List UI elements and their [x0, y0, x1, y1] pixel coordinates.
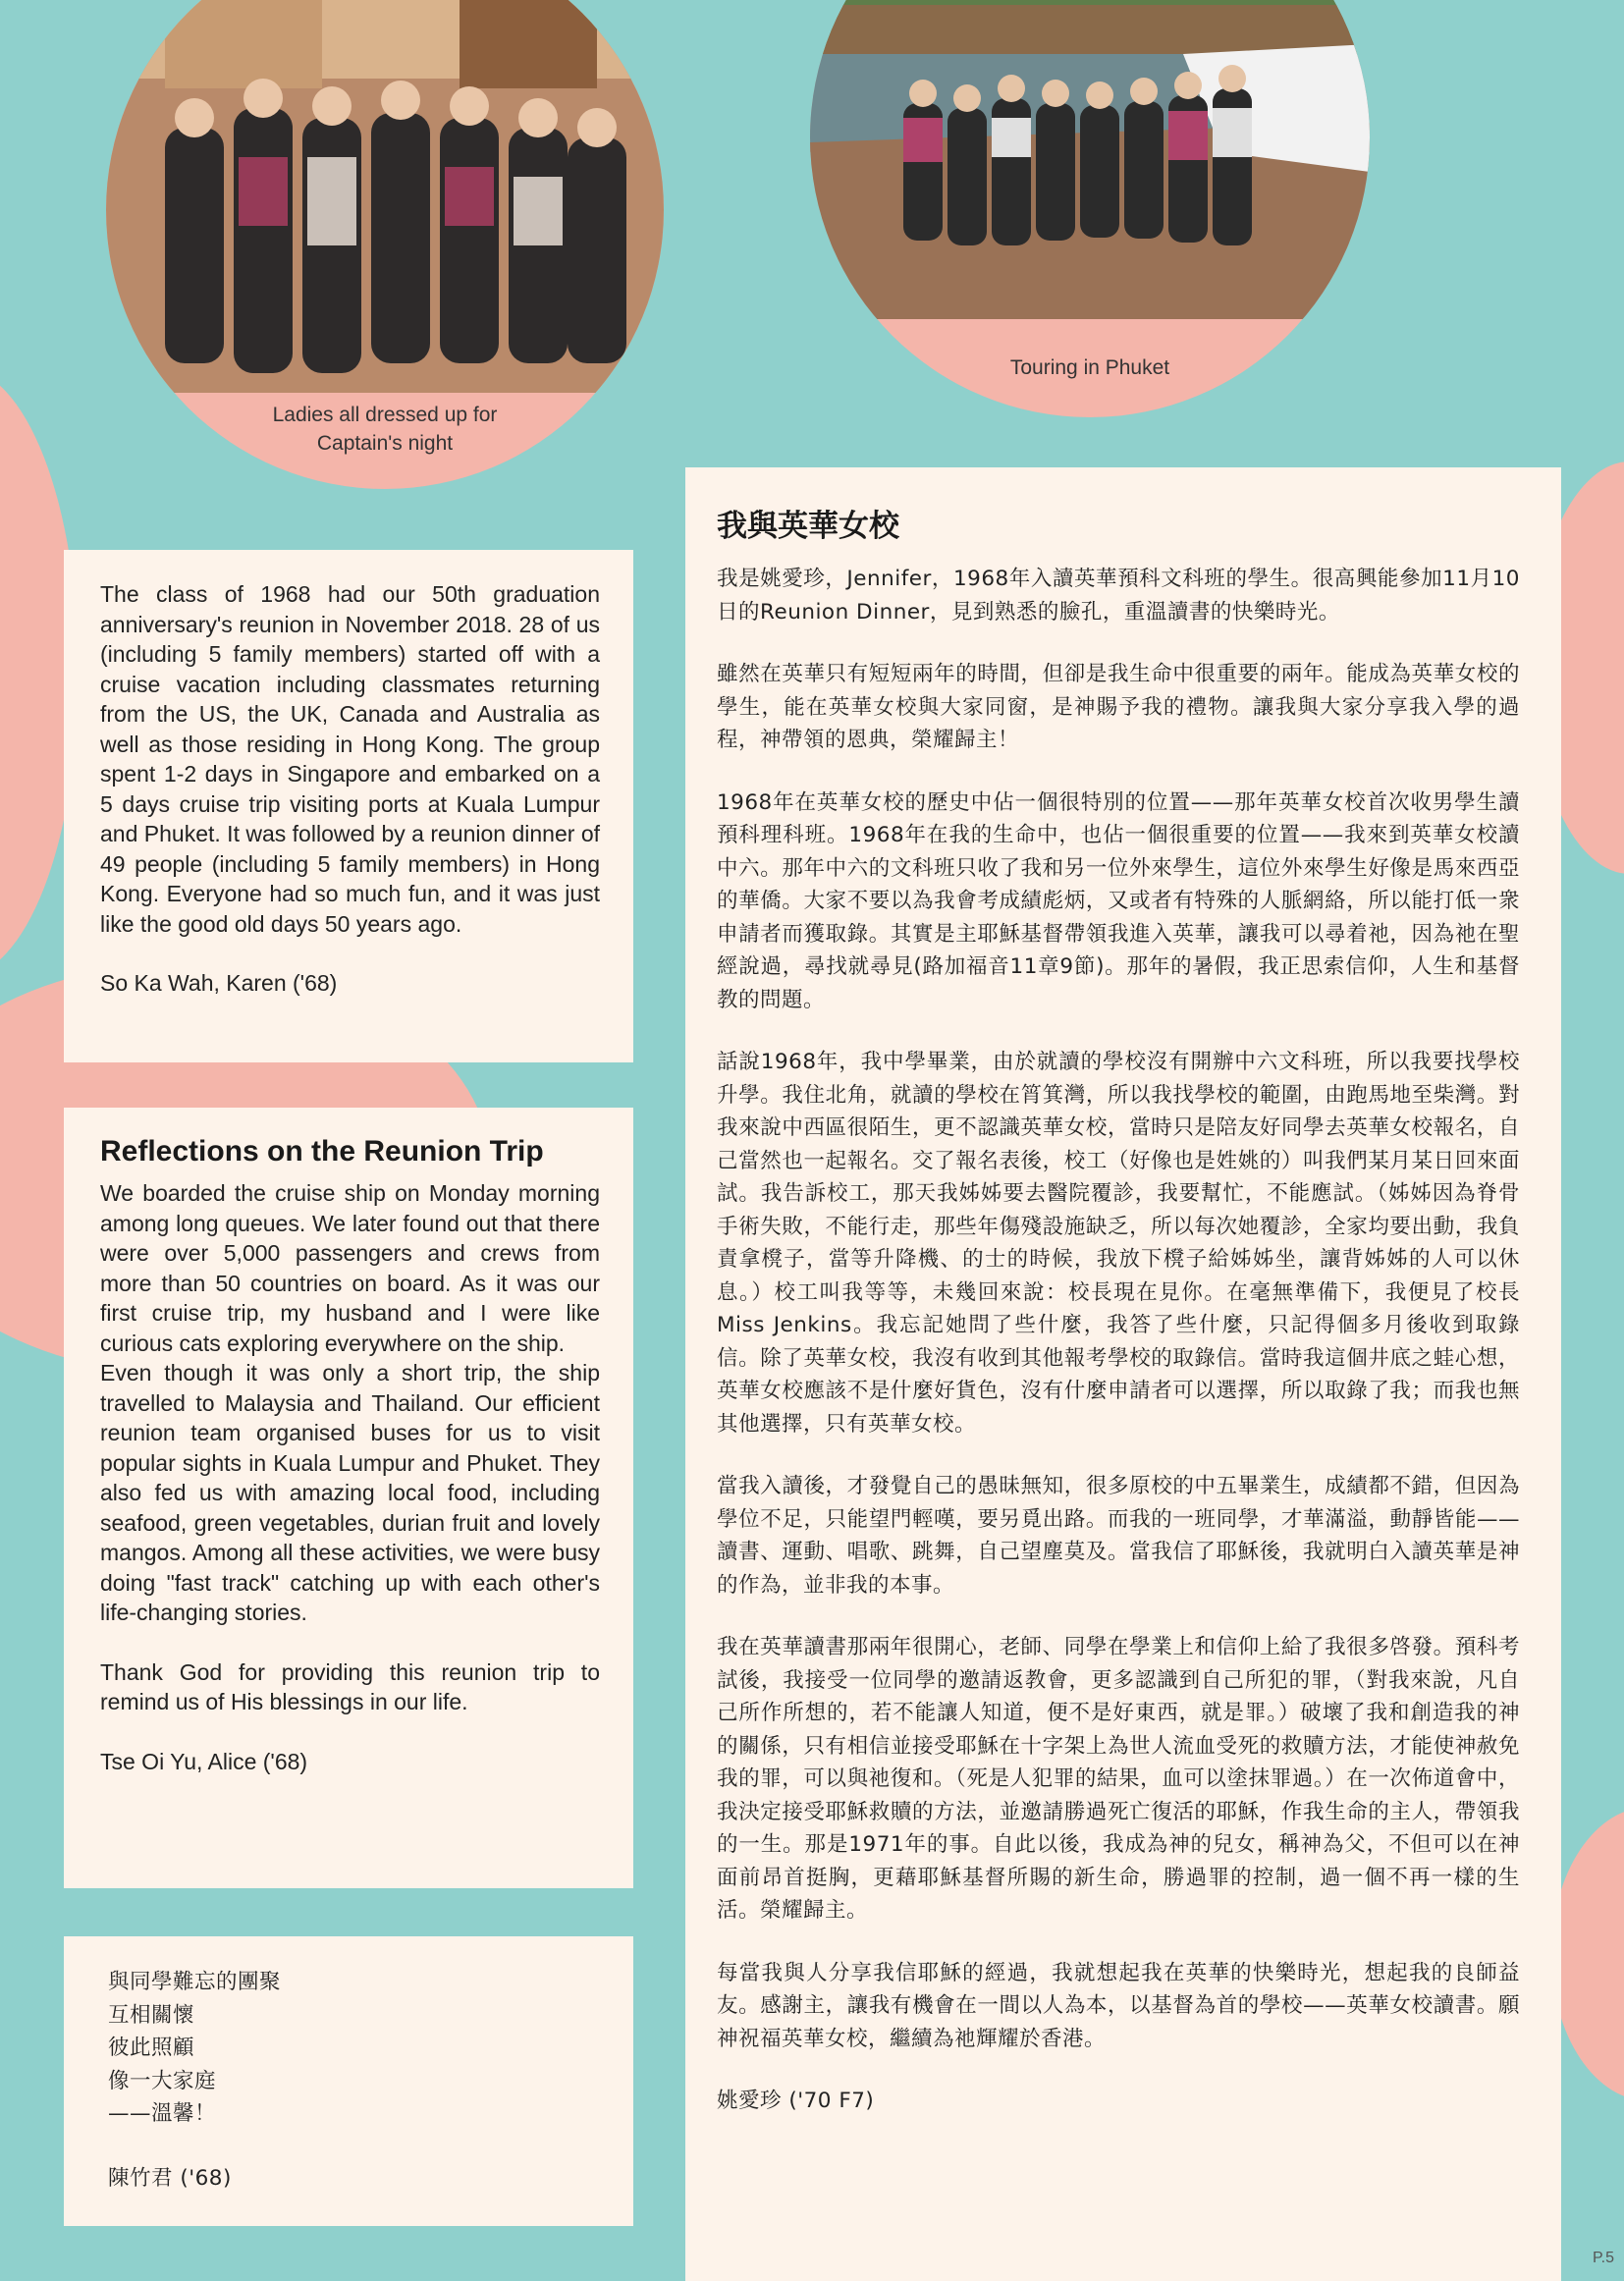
article3-paragraph: 當我入讀後，才發覺自己的愚昧無知，很多原校的中五畢業生，成績都不錯，但因為學位不足，只能望門輕嘆，要另覓出路。而我的一班同學，才華滿溢，動靜皆能——讀書、運動、唱歌、跳舞，自己望塵莫及。當我信了耶穌後，我就明白入讀英華是神的作為，並非我的本事。 — [717, 1474, 1520, 1598]
article1-author: So Ka Wah, Karen ('68) — [100, 970, 338, 996]
poem-line: 與同學難忘的團聚 — [108, 1970, 282, 1994]
article-card-reflections — [64, 1108, 633, 1888]
poem-line: 互相關懷 — [108, 2002, 195, 2028]
caption-line-2: Captain's night — [316, 432, 454, 455]
poem-card — [64, 1936, 633, 2226]
decor-blob-right-bottom — [1551, 1807, 1624, 2101]
poem-line: 彼此照顧 — [108, 2036, 195, 2060]
poem-author: 陳竹君 ('68) — [108, 2165, 232, 2191]
article2-title: Reflections on the Reunion Trip — [100, 1135, 544, 1168]
photo-phuket — [810, 0, 1370, 417]
article3-title: 我與英華女校 — [717, 509, 899, 544]
article1-paragraph: The class of 1968 had our 50th graduation anniversary's reunion in November 2018. 28 of us (including 5 family members) started off with a cruise vacation including classmates returning from the US, the UK, Canada and Australia as well as those residing in Hong Kong. The group spent 1-2 days in Singapore and embarked on a 5 days cruise trip visiting ports at Kuala Lumpur and Phuket. It was followed by a reunion dinner of 49 people (including 5 family members) in Hong Kong. Everyone had so much fun, and it was just like the good old days 50 years ago. — [100, 581, 600, 937]
photo-caption-2: Touring in Phuket — [1009, 356, 1170, 379]
article3-paragraph: 雖然在英華只有短短兩年的時間，但卻是我生命中很重要的兩年。能成為英華女校的學生，能在英華女校與大家同窗，是神賜予我的禮物。讓我與大家分享我入學的過程，神帶領的恩典，榮耀歸主！ — [717, 662, 1520, 752]
poem-line: ——溫馨！ — [108, 2101, 217, 2126]
article-card-chinese — [685, 467, 1561, 2281]
article3-paragraph: 我是姚愛珍，Jennifer，1968年入讀英華預科文科班的學生。很高興能參加11月10日的Reunion Dinner，見到熟悉的臉孔，重溫讀書的快樂時光。 — [717, 567, 1520, 625]
caption-line-1: Ladies all dressed up for — [272, 404, 498, 426]
article3-paragraph: 1968年在英華女校的歷史中佔一個很特別的位置——那年英華女校首次收男學生讀預科理科班。1968年在我的生命中，也佔一個很重要的位置——我來到英華女校讀中六。那年中六的文科班只收了我和另一位外來學生，這位外來學生好像是馬來西亞的華僑。大家不要以為我會考成績彪炳，又或者有特殊的人脈網絡，所以能打低一衆申請者而獲取錄。其實是主耶穌基督帶領我進入英華，讓我可以尋着祂，因為祂在聖經說過，尋找就尋見(路加福音11章9節)。那年的暑假，我正思索信仰，人生和基督教的問題。 — [717, 789, 1520, 1012]
photo-captains-night — [106, 0, 664, 489]
article3-author: 姚愛珍 ('70 F7) — [717, 2089, 875, 2113]
article2-paragraph: Thank God for providing this reunion trip to remind us of His blessings in our life. — [100, 1658, 600, 1714]
article3-paragraph: 我在英華讀書那兩年很開心，老師、同學在學業上和信仰上給了我很多啓發。預科考試後，我接受一位同學的邀請返教會，更多認識到自己所犯的罪，（對我來說，凡自己所作所想的，若不能讓人知道，便不是好東西，就是罪。）破壞了我和創造我的神的關係，只有相信並接受耶穌在十字架上為世人流血受死的救贖方法，才能使神赦免我的罪，可以與祂復和。（死是人犯罪的結果，血可以塗抹罪過。）在一次佈道會中，我決定接受耶穌救贖的方法，並邀請勝過死亡復活的耶穌，作我生命的主人，帶領我的一生。那是1971年的事。自此以後，我成為神的兒女，稱神為父，不但可以在神面前昂首挺胸，更藉耶穌基督所賜的新生命，勝過罪的控制，過一個不再一樣的生活。榮耀歸主。 — [717, 1635, 1520, 1923]
article2-author: Tse Oi Yu, Alice ('68) — [100, 1748, 308, 1774]
photo-caption-1 — [106, 401, 664, 458]
page-number: P.5 — [1593, 2250, 1614, 2266]
article2-paragraph: Even though it was only a short trip, the ship travelled to Malaysia and Thailand. Our efficient reunion team organised buses for us to visit popular sights in Kuala Lumpur and Phuket. They also fed us with amazing local food, including seafood, green vegetables, durian fruit and lovely mangos. Among all these activities, we were busy doing "fast track" catching up with each other's life-changing stories. — [100, 1360, 600, 1625]
poem-line: 像一大家庭 — [108, 2068, 217, 2093]
article3-paragraph: 話說1968年，我中學畢業，由於就讀的學校沒有開辦中六文科班，所以我要找學校升學。我住北角，就讀的學校在筲箕灣，所以我找學校的範圍，由跑馬地至柴灣。對我來說中西區很陌生，更不認識英華女校，當時只是陪友好同學去英華女校報名，自己當然也一起報名。交了報名表後，校工（好像也是姓姚的）叫我們某月某日回來面試。我告訴校工，那天我姊姊要去醫院覆診，我要幫忙，不能應試。（姊姊因為脊骨手術失敗，不能行走，那些年傷殘設施缺乏，所以每次她覆診，全家均要出動，我負責拿櫈子，當等升降機、的士的時候，我放下櫈子給姊姊坐，讓背姊姊的人可以休息。）校工叫我等等，未幾回來說：校長現在見你。在毫無準備下，我便見了校長 Miss Jenkins。我忘記她問了些什麼，我答了些什麼，只記得個多月後收到取錄信。除了英華女校，我沒有收到其他報考學校的取錄信。當時我這個井底之蛙心想，英華女校應該不是什麼好貨色，沒有什麼申請者可以選擇，所以取錄了我；而我也無其他選擇，只有英華女校。 — [717, 1050, 1520, 1437]
article3-paragraph: 每當我與人分享我信耶穌的經過，我就想起我在英華的快樂時光，想起我的良師益友。感謝主，讓我有機會在一間以人為本，以基督為首的學校——英華女校讀書。願神祝福英華女校，繼續為祂輝耀於香港。 — [717, 1960, 1520, 2051]
article-card-reunion — [64, 550, 633, 1062]
article2-paragraph: We boarded the cruise ship on Monday morning among long queues. We later found out that there were over 5,000 passengers and crews from more than 50 countries on board. As it was our first cruise trip, my husband and I were like curious cats exploring everywhere on the ship. — [100, 1180, 600, 1356]
